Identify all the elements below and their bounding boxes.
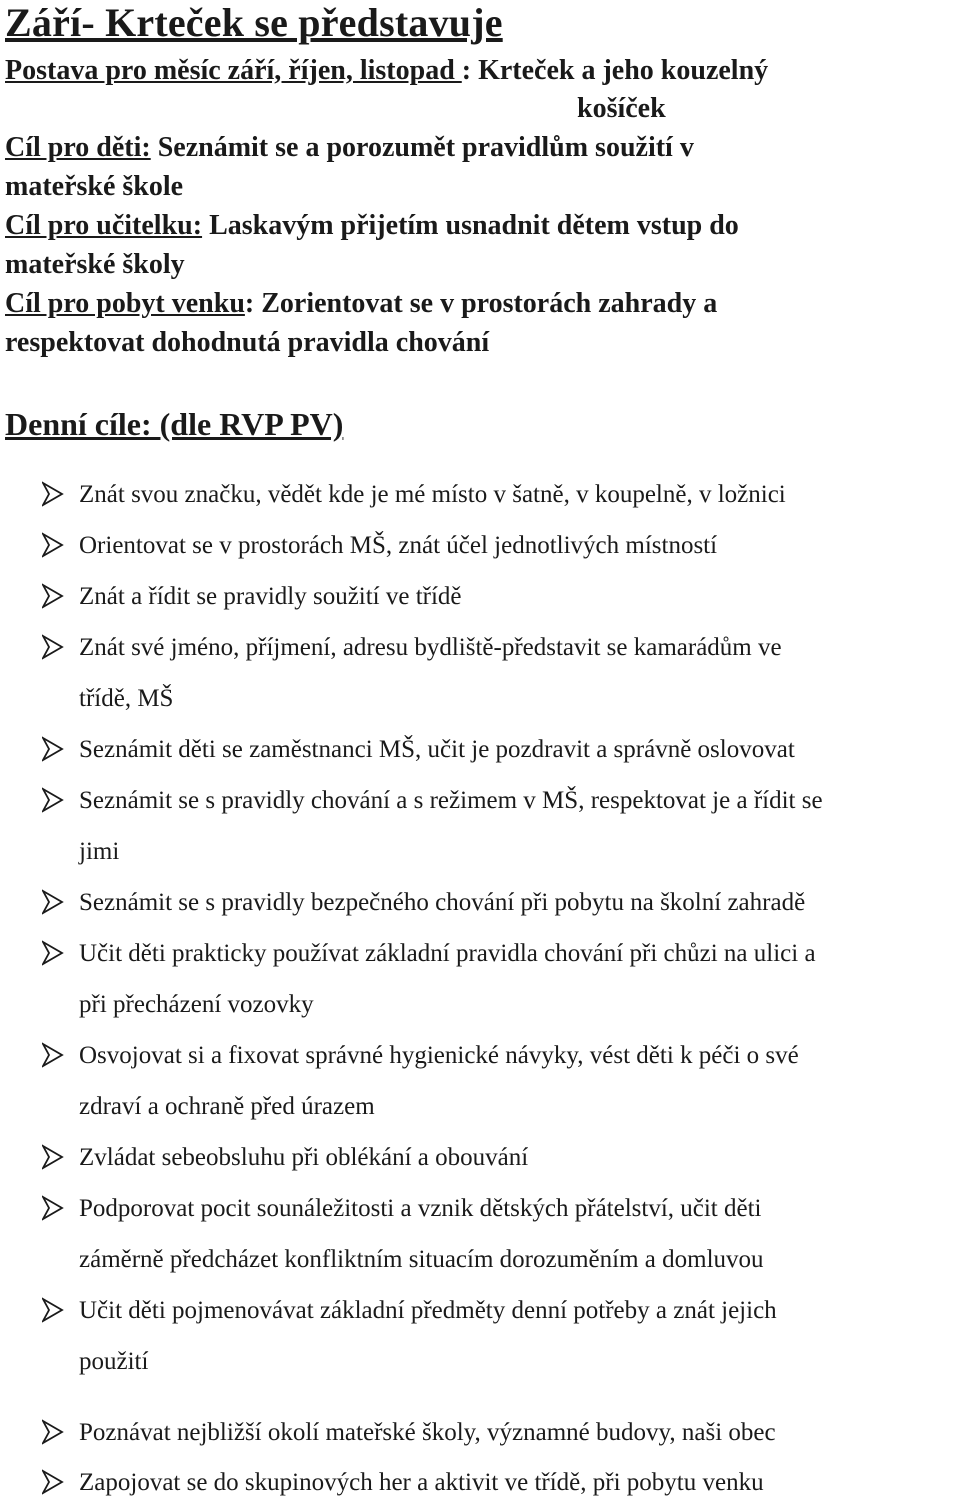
cil-ucitelka-line <box>5 206 945 246</box>
list-item-text: Učit děti prakticky používat základní pravidla chování při chůzi na ulici a <box>79 940 816 967</box>
list-item <box>42 1407 960 1458</box>
list-item <box>42 775 960 877</box>
list-item-text-cont: zdraví a ochraně před úrazem <box>79 1093 375 1120</box>
list-item-text: Seznámit se s pravidly bezpečného chování při pobytu na školní zahradě <box>79 889 806 916</box>
page-title: Září- Krteček se představuje <box>5 0 503 45</box>
list-item <box>42 520 960 571</box>
list-item-text: Orientovat se v prostorách MŠ, znát účel jednotlivých místností <box>79 532 718 559</box>
list-item-text: Znát svou značku, vědět kde je mé místo v šatně, v koupelně, v ložnici <box>79 481 786 508</box>
list-item-text: Učit děti pojmenovávat základní předměty denní potřeby a znát jejich <box>79 1297 777 1324</box>
arrow-bullet-icon <box>42 889 64 915</box>
arrow-bullet-icon <box>42 787 64 813</box>
arrow-bullet-icon <box>42 940 64 966</box>
list-item <box>42 1457 960 1508</box>
list-item-text: Zvládat sebeobsluhu při oblékání a obouvání <box>79 1144 529 1171</box>
list-item <box>42 1285 960 1387</box>
list-item <box>42 1183 960 1285</box>
arrow-bullet-icon <box>42 1195 64 1221</box>
arrow-bullet-icon <box>42 736 64 762</box>
arrow-bullet-icon <box>42 481 64 507</box>
list-item-text: Znát a řídit se pravidly soužití ve třídě <box>79 583 462 610</box>
list-item-text: Seznámit se s pravidly chování a s režimem v MŠ, respektovat je a řídit se <box>79 787 823 814</box>
cil-deti-label: Cíl pro děti: <box>5 132 151 163</box>
arrow-bullet-icon <box>42 1144 64 1170</box>
list-item-text-cont: při přecházení vozovky <box>79 991 314 1018</box>
list-item-text-cont: jimi <box>79 838 120 865</box>
list-item-text-cont: třídě, MŠ <box>79 685 174 712</box>
list-item-text: Poznávat nejbližší okolí mateřské školy, významné budovy, naši obec <box>79 1419 776 1446</box>
cil-deti-line <box>5 128 945 168</box>
cil-venku-value: : Zorientovat se v prostorách zahrady a <box>244 288 718 319</box>
arrow-bullet-icon <box>42 1469 64 1495</box>
postava-value-cont: košíček <box>577 93 666 124</box>
arrow-bullet-icon <box>42 1297 64 1323</box>
list-item <box>42 571 960 622</box>
list-item <box>42 1030 960 1132</box>
list-item-text-cont: záměrně předcházet konfliktním situacím dorozuměním a domluvou <box>79 1246 764 1273</box>
cil-ucitelka-label: Cíl pro učitelku: <box>5 210 203 241</box>
list-item <box>42 877 960 928</box>
list-item-text: Zapojovat se do skupinových her a aktivit ve třídě, při pobytu venku <box>79 1469 764 1496</box>
list-item <box>42 622 960 724</box>
arrow-bullet-icon <box>42 634 64 660</box>
list-item-text-cont: použití <box>79 1348 149 1375</box>
list-item-text: Osvojovat si a fixovat správné hygienické návyky, vést děti k péči o své <box>79 1042 799 1069</box>
list-item <box>42 469 960 520</box>
cil-venku-line <box>5 284 945 324</box>
list-item <box>42 928 960 1030</box>
cil-venku-label: Cíl pro pobyt venku <box>5 288 245 319</box>
arrow-bullet-icon <box>42 1419 64 1445</box>
list-item <box>42 724 960 775</box>
list-item-text: Znát své jméno, příjmení, adresu bydliště-představit se kamarádům ve <box>79 634 782 661</box>
cil-deti-cont: mateřské škole <box>5 171 184 202</box>
cil-deti-value: Seznámit se a porozumět pravidlům soužití v <box>150 132 694 163</box>
list-item-text: Seznámit děti se zaměstnanci MŠ, učit je pozdravit a správně oslovovat <box>79 736 795 763</box>
postava-line <box>5 51 945 91</box>
cil-ucitelka-cont: mateřské školy <box>5 249 185 280</box>
list-item-text: Podporovat pocit sounáležitosti a vznik dětských přátelství, učit děti <box>79 1195 762 1222</box>
arrow-bullet-icon <box>42 532 64 558</box>
arrow-bullet-icon <box>42 583 64 609</box>
list-item <box>42 1132 960 1183</box>
cil-venku-cont: respektovat dohodnutá pravidla chování <box>5 327 490 358</box>
section-heading-denni-cile: Denní cíle: (dle RVP PV) <box>5 406 344 442</box>
cil-ucitelka-value: Laskavým přijetím usnadnit dětem vstup do <box>202 210 739 241</box>
arrow-bullet-icon <box>42 1042 64 1068</box>
postava-value: : Krteček a jeho kouzelný <box>461 55 769 86</box>
postava-label: Postava pro měsíc září, říjen, listopad <box>5 55 462 86</box>
